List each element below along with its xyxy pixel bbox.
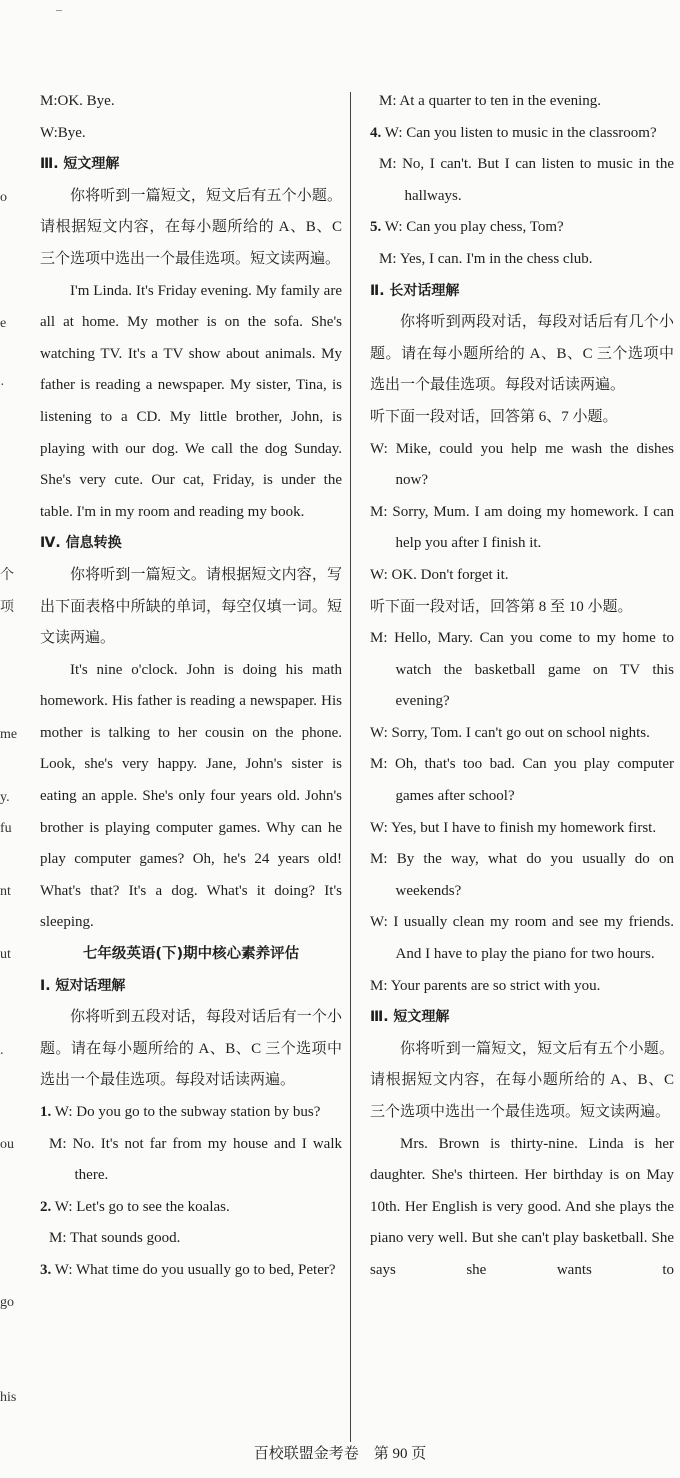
dialogue-line: M: Your parents are so strict with you. bbox=[370, 977, 601, 994]
question-number: 4. bbox=[370, 124, 382, 141]
question-number: 5. bbox=[370, 219, 382, 236]
question-item bbox=[40, 1097, 342, 1129]
bleed-fragment: . bbox=[0, 1043, 4, 1058]
question-item bbox=[370, 118, 674, 150]
top-mark: – bbox=[56, 2, 62, 16]
section-instructions: 你将听到一篇短文，短文后有五个小题。请根据短文内容，在每小题所给的 A、B、C 三个选项中选出一个最佳选项。短文读两遍。 bbox=[370, 1040, 674, 1120]
bleed-fragment: go bbox=[0, 1295, 14, 1310]
dialogue-line: M: Hello, Mary. Can you come to my home to watch the basketball game on TV this evening? bbox=[370, 630, 674, 710]
dialogue-line: W: Let's go to see the koalas. bbox=[54, 1198, 230, 1215]
passage-text: It's nine o'clock. John is doing his math homework. His father is reading a newspaper. His mother is talking to her cousin on the phone. Look, she's very happy. Jane, John's sister is eating an apple. She's only four years old. John's brother is playing computer games. Why can he play computer games? Oh, he's 24 years old! What's that? It's a dog. What's it doing? It's sleeping. bbox=[40, 661, 342, 931]
left-column bbox=[40, 86, 342, 1287]
dialogue-line: M: That sounds good. bbox=[49, 1230, 181, 1247]
passage-text: Mrs. Brown is thirty-nine. Linda is her daughter. She's thirteen. Her birthday is on May 10th. Her English is very good. And she plays the piano very well. But she can't play basketball. She says she wants to bbox=[370, 1135, 674, 1278]
bleed-fragment: me bbox=[0, 727, 18, 742]
section-instructions: 你将听到一篇短文，短文后有五个小题。请根据短文内容，在每小题所给的 A、B、C 三个选项中选出一个最佳选项。短文读两遍。 bbox=[40, 187, 342, 267]
question-item bbox=[40, 1192, 342, 1224]
section-heading: Ⅲ. 短文理解 bbox=[40, 156, 120, 173]
dialogue-line: M: By the way, what do you usually do on weekends? bbox=[370, 851, 674, 899]
dialogue-line: W:Bye. bbox=[40, 124, 86, 141]
section-heading: Ⅰ. 短对话理解 bbox=[40, 977, 126, 994]
column-divider bbox=[350, 92, 351, 1442]
dialogue-line: M: Sorry, Mum. I am doing my homework. I can help you after I finish it. bbox=[370, 503, 674, 552]
section-instructions: 你将听到五段对话，每段对话后有一个小题。请在每小题所给的 A、B、C 三个选项中选出一个最佳选项。每段对话读两遍。 bbox=[40, 1009, 342, 1089]
section-heading: Ⅲ. 短文理解 bbox=[370, 1009, 450, 1026]
dialogue-line: W: Can you listen to music in the classroom? bbox=[384, 124, 657, 141]
dialogue-line: W: What time do you usually go to bed, Peter? bbox=[54, 1261, 336, 1278]
dialogue-line: M: Yes, I can. I'm in the chess club. bbox=[379, 250, 593, 267]
passage-text: I'm Linda. It's Friday evening. My family are all at home. My mother is on the sofa. She's watching TV. It's a TV show about animals. My father is reading a newspaper. My sister, Tina, is listening to a CD. My little brother, John, is playing with our dog. We call the dog Sunday. She's very cute. Our cat, Friday, is under the table. I'm in my room and reading my book. bbox=[40, 282, 342, 520]
dialogue-line: W: I usually clean my room and see my friends. And I have to play the piano for two hours. bbox=[370, 914, 674, 963]
dialogue-line: W: Mike, could you help me wash the dishes now? bbox=[370, 440, 674, 489]
bleed-fragment: e bbox=[0, 316, 7, 331]
question-number: 2. bbox=[40, 1198, 52, 1215]
section-instructions: 你将听到两段对话，每段对话后有几个小题。请在每小题所给的 A、B、C 三个选项中选出一个最佳选项。每段对话读两遍。 bbox=[370, 314, 674, 394]
dialogue-line: W: Yes, but I have to finish my homework first. bbox=[370, 819, 657, 836]
bleed-fragment: fu bbox=[0, 821, 12, 836]
dialogue-line: M:OK. Bye. bbox=[40, 93, 115, 109]
bleed-fragment: ut bbox=[0, 947, 11, 962]
section-heading: Ⅱ. 长对话理解 bbox=[370, 282, 460, 299]
dialogue-line: W: Can you play chess, Tom? bbox=[384, 219, 564, 236]
dialogue-line: M: No, I can't. But I can listen to music in the hallways. bbox=[379, 156, 674, 204]
bleed-fragment: · bbox=[0, 378, 5, 393]
bleed-fragment: 项 bbox=[0, 600, 14, 615]
section-instructions: 你将听到一篇短文。请根据短文内容，写出下面表格中所缺的单词，每空仅填一词。短文读两遍。 bbox=[40, 566, 342, 647]
question-item bbox=[40, 1255, 342, 1287]
bleed-fragment: nt bbox=[0, 884, 11, 899]
dialogue-line: M: At a quarter to ten in the evening. bbox=[379, 93, 602, 109]
dialogue-line: W: Sorry, Tom. I can't go out on school nights. bbox=[370, 724, 650, 741]
question-number: 1. bbox=[40, 1104, 52, 1120]
dialogue-line: M: Oh, that's too bad. Can you play computer games after school? bbox=[370, 756, 674, 805]
bleed-fragment: ou bbox=[0, 1137, 14, 1152]
bleed-fragment: 个 bbox=[0, 568, 14, 583]
bleed-fragment: his bbox=[0, 1390, 17, 1405]
dialogue-line: M: No. It's not far from my house and I walk there. bbox=[49, 1135, 342, 1184]
dialogue-line: W: OK. Don't forget it. bbox=[370, 566, 509, 583]
bleed-fragment: o bbox=[0, 190, 7, 205]
dialogue-line: W: Do you go to the subway station by bus? bbox=[54, 1104, 321, 1120]
section-heading: Ⅳ. 信息转换 bbox=[40, 535, 122, 552]
question-item bbox=[370, 212, 674, 244]
sub-instruction: 听下面一段对话，回答第 8 至 10 小题。 bbox=[370, 598, 633, 615]
right-column bbox=[370, 86, 674, 1287]
page-footer: 百校联盟金考卷 第 90 页 bbox=[253, 1446, 427, 1462]
exam-title: 七年级英语(下)期中核心素养评估 bbox=[82, 946, 300, 963]
bleed-fragment: y. bbox=[0, 790, 10, 805]
question-number: 3. bbox=[40, 1261, 52, 1278]
sub-instruction: 听下面一段对话，回答第 6、7 小题。 bbox=[370, 408, 618, 425]
